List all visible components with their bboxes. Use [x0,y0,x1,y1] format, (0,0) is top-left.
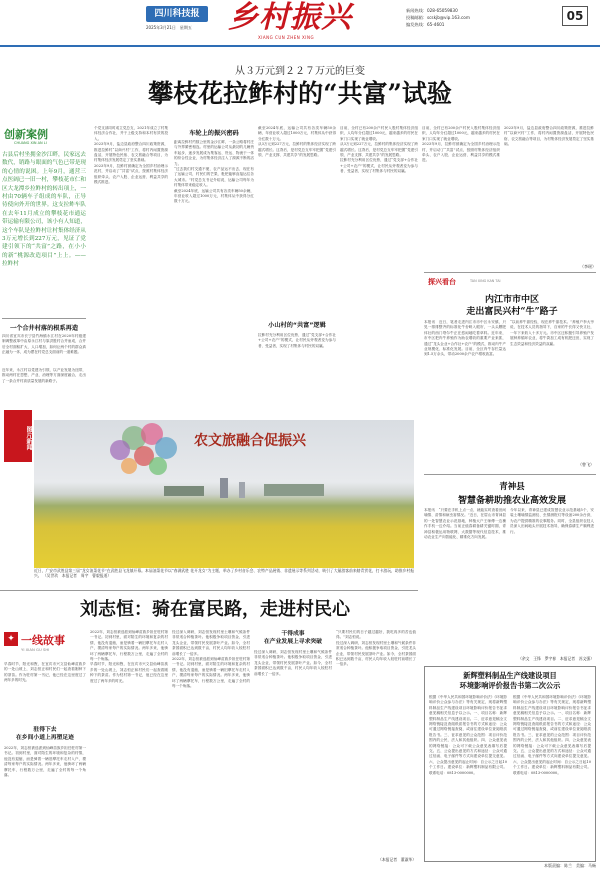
email: 投稿邮箱：scskjb@vip.163.com [406,15,470,20]
profile-body-col2 [90,630,168,864]
lead-para-8: 从3万元到227万元，拉鲊村的集体经济实现了跨越式增长。这背后，是村党总支牢牢把握“党建引领、产业支撑、共建共享”的发展思路。 [258,142,336,158]
section-pinyin: XIANG CUN ZHEN XING [258,35,315,40]
profile-body-e: “只要村民们的日子越过越好，我吃再多的苦也值得。”刘志恒说。 [336,630,416,640]
lead-subhead-2: 小山村的“共富”逻辑 [268,322,326,329]
lead-kicker: 从３万元到２２７万元的巨变 [235,66,365,77]
sidebar-intro: 古县后村坐拥金沙江畔，民家远去数代，销路与眼面的气色已带是现的心情的说困。上年9月，通营三点医阔已一旧一村，攀枝花市仁和区大龙潭乡拉鲊村的转出项上，一村由70辆车子组成的车队，正导待使向外开的世界。这支拉鲊车队在去年11月成立的攀枝花市通运带运输有限公司，该小有人知道，这个车队是拉鲊村让村集体经济从3万元增长到227万元，见证了党建引领下的“共富”之路，在小小的新“桃源改造项目”上上。——拉鲊村 [2,152,86,268]
lead-para-8b: 从3万元到227万元，拉鲊村的集体经济实现了跨越式增长。这背后，是村党总支牢牢把握“党建引领、产业支撑、共建共享”的发展思路。 [340,142,418,158]
column-badge: 探兴看台 [428,277,456,286]
hotline: 新闻热线：028-65059830 [406,8,458,13]
issue-date: 2025年3月21日 星期五 [146,25,192,30]
neijiang-title: 走出富民兴村“牛”路子 [466,307,558,317]
lead-para-10: 目前，全村已有200余户村民入股村集体经济组织，人均年分红超过1000元，越来越多的村民在家门口实现了就业增收。 [340,126,418,141]
profile-body-f: 经过深入调研，刘志恒发现村里土壤和气候条件非常适合种植茶叶。他积极争取项目资金，引进龙头企业，带领村民发展茶叶产业。如今，全村茶园面积已达到数千亩，村民人均年收入较驻村前增长了一倍多。 [336,640,416,667]
neijiang-body2: “以前养牛靠经验，现在养牛靠技术。”养殖户李大爷说，在技术人员的指导下，自家的牛长得又快又壮，一年下来收入十多万元。市中区还积极引导养殖户发展种养循环农业，将牛粪加工成有机肥还田，实现了生态效益和经济效益的双赢。 [510,320,594,346]
profile-body-a: 2022年，刘志恒被选派到仙峰苗族乡担任驻村第一书记。初到村里，面对陌生的环境和复杂的村情，他没有退缩，而是骑着一辆旧摩托车走村入户，摸清每家每户的实际情况。两年多来，他骑坏了两辆摩托车，行程数万公里，走遍了全村的每一个角落。 [90,630,168,662]
profile-column-badge [4,630,86,660]
lead-para-4: 距离拉鲊村约数公里的金沙江畔，一条公路将村庄与外界紧密相连。村里的运输公司从最初的几辆货车起步，逐步发展成为集客运、货运、物流于一体的综合性企业，为村集体经济注入了源源不断的活力。 [174,140,254,166]
photo-caption [34,568,414,584]
lead-para-2b: 2023年9月，拉鲊村被确定为全国乡村治理示范村，并启动了“共富”试点，按照村集体经济组织牵头、农户入股、企业运营、利益共享的模式推进。 [422,142,500,163]
masthead [0,0,600,46]
masthead-rule [0,45,600,47]
profile-body-col3 [172,630,250,864]
profile-body-col1: 2022年，刘志恒被选派到仙峰苗族乡担任驻村第一书记。初到村里，面对陌生的环境和复杂的村情，他没有退缩，而是骑着一辆旧摩托车走村入户，摸清每家每户的实际情况。两年多来，他骑坏了两辆摩托车，行程数万公里，走遍了全村的每一个角落。 [4,746,86,778]
editor-phone: 编发热线：65-4601 [406,22,445,27]
notice-title: 新辉塑料制品生产线建设项目 环境影响评价报告书第二次公示 [459,671,561,690]
profile-column-icon: ✦ [4,632,18,646]
profile-headline: 刘志恒：骑在富民路，走进村民心 [80,599,350,620]
neijiang-kicker: 内江市市中区 [484,295,539,305]
profile-body-c: 经过深入调研，刘志恒发现村里土壤和气候条件非常适合种植茶叶。他积极争取项目资金，引进龙头企业，带领村民发展茶叶产业。如今，全村茶园面积已达到数千亩，村民人均年收入较驻村前增长了一倍多。 [172,630,250,656]
sidebar-title: 创新案例 [4,128,48,141]
lead-para-10b: 目前，全村已有200余户村民入股村集体经济组织，人均年分红超过1000元，越来越多的村民在家门口实现了就业增收。 [422,126,500,141]
profile-body-d: 2022年，刘志恒被选派到仙峰苗族乡担任驻村第一书记。初到村里，面对陌生的环境和复杂的村情，他没有退缩，而是骑着一辆旧摩托车走村入户，摸清每家每户的实际情况。两年多来，他骑坏了两辆摩托车，行程数万公里，走遍了全村的每一个角落。 [172,657,250,689]
profile-signature: （本报记者 董淑华） [378,857,416,862]
photo-label: 图片新闻 [4,410,32,462]
lead-para-1: 2023年9月，盐边县政府整合四川政策资源，推进拉鲊村“以商兴村”工作，将村内闲置资源盘活，开展特色民宿、农文旅融合等项目，为村集体经济发展奠定了坚实基础。 [94,142,168,163]
lead-col-4 [340,126,418,406]
profile-subhead-2: 干得成事 在产业发展上寻求突破 [264,631,322,645]
photo-title: 农文旅融合促振兴 [194,433,306,449]
section-title: 乡村振兴 [228,0,352,35]
profile-column-pinyin: YI XIAN GU SHI [21,647,50,652]
sidebar-item-body2: 近年来，永江村以党建为引领，以产业发展为纽带，推动两村在思想、产业、治理等方面深度融合，走出了一条合并村高质量发展的新路子。 [2,368,86,383]
qingshen-body: 本报讯 “只要在手机上点一点，就能实时查看田间墒情、苗情和病虫害情况。”近日，在眉山市青神县的一处智慧农业示范基地，种植大户王师傅一边操作手机一边介绍。当前正值春耕备耕关键时期，青神县积极运用物联网、大数据等现代信息技术，推动农业生产向智能化、精准化方向发展。 [424,508,506,540]
lead-para-5: “过去我们村交通不便，农产品运不出去，现在有了运输公司，村民们的芒果、枇杷能够直接运往各大城市。”村党总支书记介绍说，运输公司每年为村集体带来稳定收入。 [174,167,254,188]
sidebar-pinyin: CHUANG XIN AN LI [14,141,47,145]
qingshen-body2: 今年以来，青神县已建成智慧农业示范基地5个，安装土壤墒情监测仪、虫情测报灯等设备200余台套，为农户提供精准的农事服务。同时，全县组织农技人员深入田间地头开展技术指导，确保春耕生产顺利进行。 [510,508,594,534]
lead-headline: 攀枝花拉鲊村的“共富”试验 [148,79,452,108]
qingshen-rule [424,474,596,475]
lead-signature: （李瑶） [580,264,596,269]
profile-body-b: 早春时节，阳光和煦，在宜宾市兴文县仙峰苗族乡的一处山坡上，刘志恒正和村民们一起查看刚种下的茶苗。作为驻村第一书记，他已经在这里度过了两年多的时光。 [90,662,168,683]
profile-body-col4: 经过深入调研，刘志恒发现村里土壤和气候条件非常适合种植茶叶。他积极争取项目资金，引进龙头企业，带领村民发展茶叶产业。如今，全村茶园面积已达到数千亩，村民人均年收入较驻村前增长了一倍多。 [254,650,332,676]
paper-logo: 四川科技报 [146,6,208,22]
lead-col-3b [258,333,336,405]
notice-box [424,666,596,862]
profile-body-col5 [336,630,416,856]
footer-credits: 本版责编：陈兰 美编：马畅 [544,863,596,868]
profile-intro: 早春时节，阳光和煦，在宜宾市兴文县仙峰苗族乡的一处山坡上，刘志恒正和村民们一起查看刚种下的茶苗。作为驻村第一书记，他已经在这里度过了两年多的时光。 [4,662,86,683]
sidebar-item-body: 四川省宜宾市长宁县竹海镇永江村在2020年村级建制调整改革中由原永江村与原洪胜村合并而成，合并后全村面积扩大、人口增加，如何让两个村的群众真正融为一体，成为摆在村党总支面前的一道难题。 [2,334,86,355]
right-section-rule [424,272,596,273]
qingshen-signature: （余文 王锋 罗宇春 本报记者 苏文强） [518,656,594,661]
column-badge-pinyin: TAN XING KAN TAI [470,279,501,283]
profile-column-title: 一线故事 [21,634,65,647]
neijiang-body: 本报讯 近日，笔者走进内江市市中区永安镇，只见一排排整齐的标准化牛舍映入眼帘，一头头膘肥体壮的西门塔尔牛正在悠闲地吃着草料。近年来，市中区把肉牛养殖作为助农增收的重要产业来抓，通过“龙头企业+合作社+农户”的模式，推动肉牛产业规模化、标准化发展。目前，全区肉牛存栏量达到1.5万余头，带动2000余户农户增收致富。 [424,320,506,357]
page-number: 05 [562,6,588,26]
lead-para-2: 2023年9月，拉鲊村被确定为全国乡村治理示范村，并启动了“共富”试点，按照村集体经济组织牵头、农户入股、企业运营、利益共享的模式推进。 [94,163,168,185]
photo-credit: （吴世玖 本报记者 周宇 曹毅报道） [42,573,112,579]
photo-block [0,410,418,586]
sidebar-case [0,118,88,408]
lead-col-3 [258,126,336,306]
notice-body-2: 根据《中华人民共和国环境影响评价法》《环境影响评价公众参与办法》等有关规定，现将新辉塑料制品生产线建设项目环境影响评价报告书征求意见稿相关信息予以公示。一、项目名称：新辉塑料制品生产线建设项目。二、征求意见稿全文网络链接及查阅纸质报告书的方式和途径：公众可通过网络链接查阅，或前往建设单位查阅纸质报告书。三、征求意见的公众范围：项目评价范围内的公民、法人和其他组织。四、公众意见表的网络链接：公众可下载公众意见表填写后提交。五、公众提出意见的方式和途径：公众可通过信函、电子邮件等方式向建设单位提交意见。六、公众提出意见的起止时间：自公示之日起10个工作日。建设单位：新辉塑料制品有限公司。联系电话：0813-0000000。 [513,695,591,775]
lead-para-9: 拉鲊村充分利用区位优势，通过“党支部+合作社+公司+农户”的模式，让村民从旁观者变为参与者、受益者，实现了村集体与村民的双赢。 [258,333,336,348]
qingshen-title: 智慧备耕助推农业高效发展 [457,496,566,506]
qingshen-kicker: 青神县 [499,482,525,492]
notice-body: 根据《中华人民共和国环境影响评价法》《环境影响评价公众参与办法》等有关规定，现将新辉塑料制品生产线建设项目环境影响评价报告书征求意见稿相关信息予以公示。一、项目名称：新辉塑料制品生产线建设项目。二、征求意见稿全文网络链接及查阅纸质报告书的方式和途径：公众可通过网络链接查阅，或前往建设单位查阅纸质报告书。三、征求意见的公众范围：项目评价范围内的公民、法人和其他组织。四、公众意见表的网络链接：公众可下载公众意见表填写后提交。五、公众提出意见的方式和途径：公众可通过信函、电子邮件等方式向建设单位提交意见。六、公众提出意见的起止时间：自公示之日起10个工作日。建设单位：新辉塑料制品有限公司。联系电话：0813-0000000。 [429,695,507,775]
profile-rule [0,590,418,591]
lead-subhead-1: 车轮上的振兴密码 [189,130,239,137]
lead-col-6 [504,126,594,266]
lead-para-6b: 截至2024年底，运输公司共有各类车辆50余辆，年营业收入超过1000万元，村集体从中获得分红数十万元。 [258,126,336,141]
lead-para-9b: 拉鲊村充分利用区位优势，通过“党支部+合作社+公司+农户”的模式，让村民从旁观者变为参与者、受益者，实现了村集体与村民的双赢。 [340,158,418,174]
lead-col-1 [94,126,168,406]
lead-para-1b: 2023年9月，盐边县政府整合四川政策资源，推进拉鲊村“以商兴村”工作，将村内闲置资源盘活，开展特色民宿、农文旅融合等项目，为村集体经济发展奠定了坚实基础。 [504,126,594,147]
sidebar-item-title: 一个合井村落的根系再造 [9,325,79,332]
lead-para-6: 截至2024年底，运输公司共有各类车辆50余辆，年营业收入超过1000万元，村集体从中获得分红数十万元。 [174,188,254,204]
photo-caption-text: 近日，广安市武胜县第三届“龙女油菜花节”在武胜县飞龙镇开幕。本届油菜花节以“春满武胜 花开龙女”为主题，举办了乡村音乐会、农特产品展销、非遗展示等系列活动，吸引了大量游客前来踏青赏花，打卡游玩，助推乡村振兴。 [34,568,414,579]
sidebar-divider [2,318,86,319]
lead-col-2 [174,140,254,406]
profile-subhead-1: 驻得下去 在乡间小道上再塑足迹 [16,727,74,741]
lead-para-0: 个党支部同时成立党总支，2021年成立了村集体经济合作社，并于上级支持和本村有效的投入。 [94,126,168,141]
neijiang-signature: （曾飞） [578,462,594,467]
